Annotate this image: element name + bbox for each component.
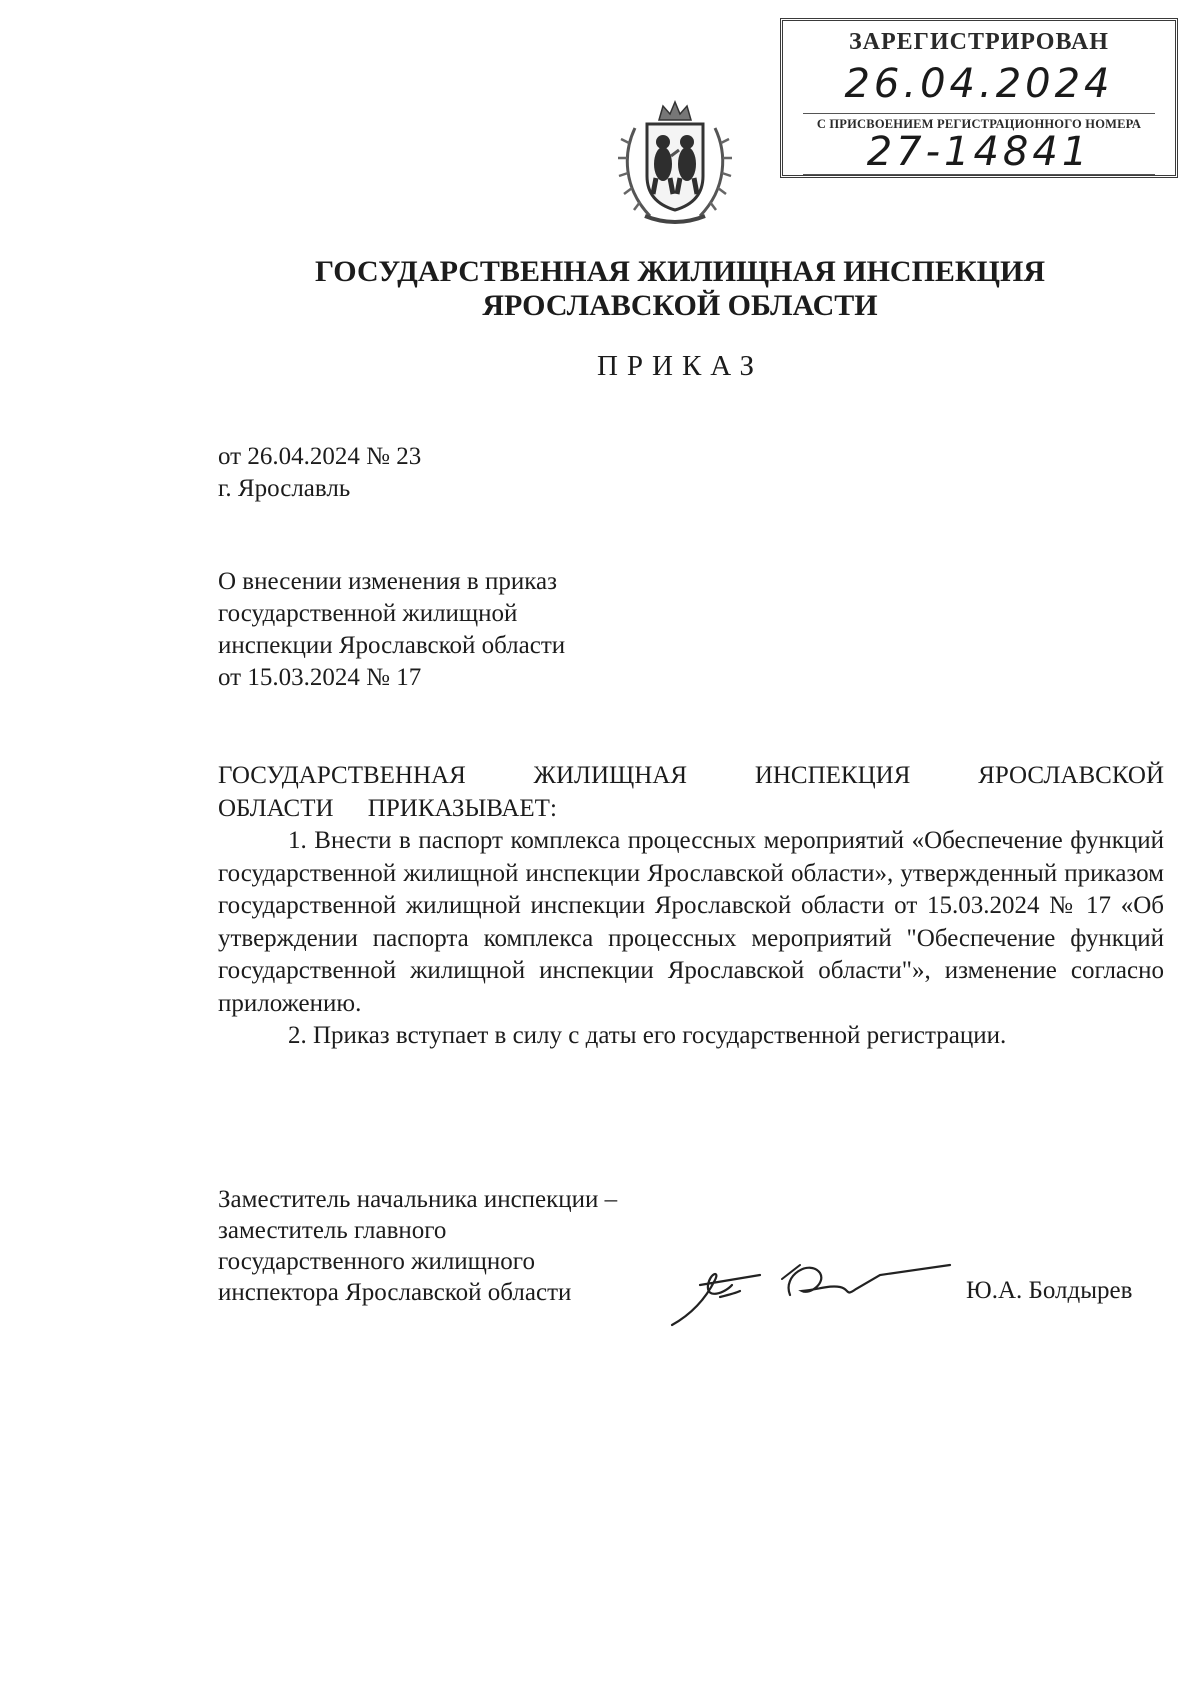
organization-title-line-2: ЯРОСЛАВСКОЙ ОБЛАСТИ	[482, 289, 878, 322]
subject-line-1: О внесении изменения в приказ	[218, 568, 557, 595]
signatory-position-line-2: заместитель главного	[218, 1217, 447, 1244]
subject-line-3: инспекции Ярославской области	[218, 632, 566, 659]
stamp-divider	[803, 113, 1155, 114]
stamp-title: ЗАРЕГИСТРИРОВАН	[849, 29, 1109, 55]
stamp-registration-number: 27-14841	[866, 129, 1092, 175]
stamp-date: 26.04.2024	[844, 61, 1114, 107]
handwritten-signature	[670, 1245, 960, 1335]
document-type: ПРИКАЗ	[596, 350, 764, 382]
signatory-name: Ю.А. Болдырев	[966, 1277, 1133, 1304]
signatory-position-line-3: государственного жилищного	[218, 1248, 535, 1275]
organization-title-line-1: ГОСУДАРСТВЕННАЯ ЖИЛИЩНАЯ ИНСПЕКЦИЯ	[314, 255, 1046, 288]
order-item-1: 1. Внести в паспорт комплекса процессных мероприятий «Обеспечение функций государственной жилищной инспекции Ярославской области», утвержденный приказом государственной жилищной инспекции Ярославской области от 15.03.2024 № 17 «Об утверждении паспорта комплекса процессных мероприятий "Обеспечение функций государственной жилищной инспекции Ярославской области"», изменение согласно приложению.	[218, 827, 1164, 1017]
subject-line-2: государственной жилищной	[218, 600, 518, 627]
order-preamble: ГОСУДАРСТВЕННАЯ ЖИЛИЩНАЯ ИНСПЕКЦИЯ ЯРОСЛАВСКОЙ ОБЛАСТИ ПРИКАЗЫВАЕТ:	[218, 762, 1164, 822]
subject-line-4: от 15.03.2024 № 17	[218, 664, 422, 691]
signatory-position-line-1: Заместитель начальника инспекции –	[218, 1186, 618, 1213]
document-city: г. Ярославль	[218, 475, 351, 502]
order-item-2: 2. Приказ вступает в силу с даты его государственной регистрации.	[288, 1022, 1007, 1049]
stamp-divider	[803, 174, 1155, 175]
registration-stamp	[780, 18, 1178, 178]
organization-title	[220, 255, 1140, 323]
stamp-subtitle: С ПРИСВОЕНИЕМ РЕГИСТРАЦИОННОГО НОМЕРА	[816, 117, 1142, 131]
order-body	[218, 760, 1164, 1053]
coat-of-arms-icon	[615, 98, 735, 230]
document-date-number: от 26.04.2024 № 23	[218, 443, 422, 470]
signatory-position	[218, 1184, 617, 1308]
signatory-position-line-4: инспектора Ярославской области	[218, 1279, 572, 1306]
